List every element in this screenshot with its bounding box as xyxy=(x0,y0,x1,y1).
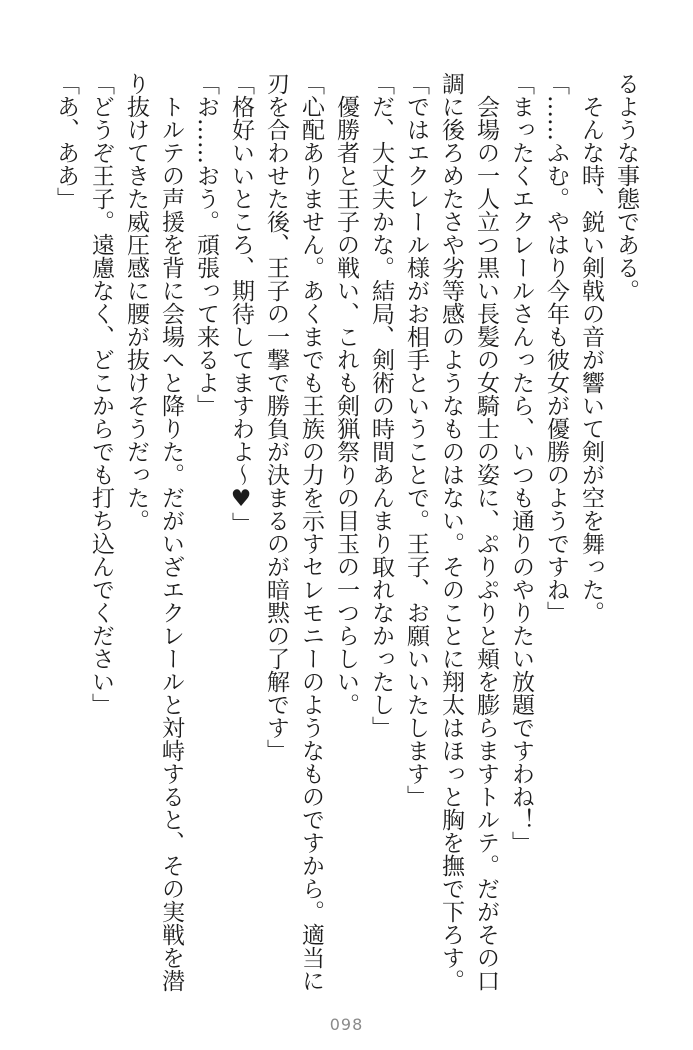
paragraph: そんな時、鋭い剣戟の音が響いて剣が空を舞った。 xyxy=(578,72,604,624)
paragraph: 優勝者と王子の戦い、これも剣猟祭りの目玉の一つらしい。 xyxy=(333,72,359,716)
page-number: 098 xyxy=(329,1015,364,1034)
paragraph: 「あ、ああ」 xyxy=(53,72,79,210)
paragraph: 「格好いいところ、期待してますわよ～♥」 xyxy=(228,72,254,535)
paragraph: 「どうぞ王子。遠慮なく、どこからでも打ち込んでください」 xyxy=(88,72,114,716)
paragraph: 「……ふむ。やはり今年も彼女が優勝のようですね」 xyxy=(543,72,569,624)
paragraph: 会場の一人立つ黒い長髪の女騎士の姿に、ぷりぷりと頬を膨らますトルテ。だがその口調に後ろめたさや劣等感のようなものはない。そのことに翔太はほっと胸を撫で下ろす。 xyxy=(438,72,499,992)
page-text xyxy=(43,72,643,992)
paragraph: トルテの声援を背に会場へと降りた。だがいざエクレールと対峙すると、その実戦を潜り抜けてきた威圧感に腰が抜けそうだった。 xyxy=(123,72,184,992)
paragraph: 「お……おう。頑張って来るよ」 xyxy=(193,72,219,417)
paragraph: 「ではエクレール様がお相手ということで。王子、お願いいたします」 xyxy=(403,72,429,808)
paragraph: 「まったくエクレールさんったら、いつも通りのやりたい放題ですわね！」 xyxy=(508,72,534,854)
paragraph: 「だ、大丈夫かな。結局、剣術の時間あんまり取れなかったし」 xyxy=(368,72,394,739)
paragraph: 「心配ありません。あくまでも王族の力を示すセレモニーのようなものですから。適当に刃を合わせた後、王子の一撃で勝負が決まるのが暗黙の了解です」 xyxy=(263,72,324,992)
paragraph: るような事態である。 xyxy=(613,72,639,302)
